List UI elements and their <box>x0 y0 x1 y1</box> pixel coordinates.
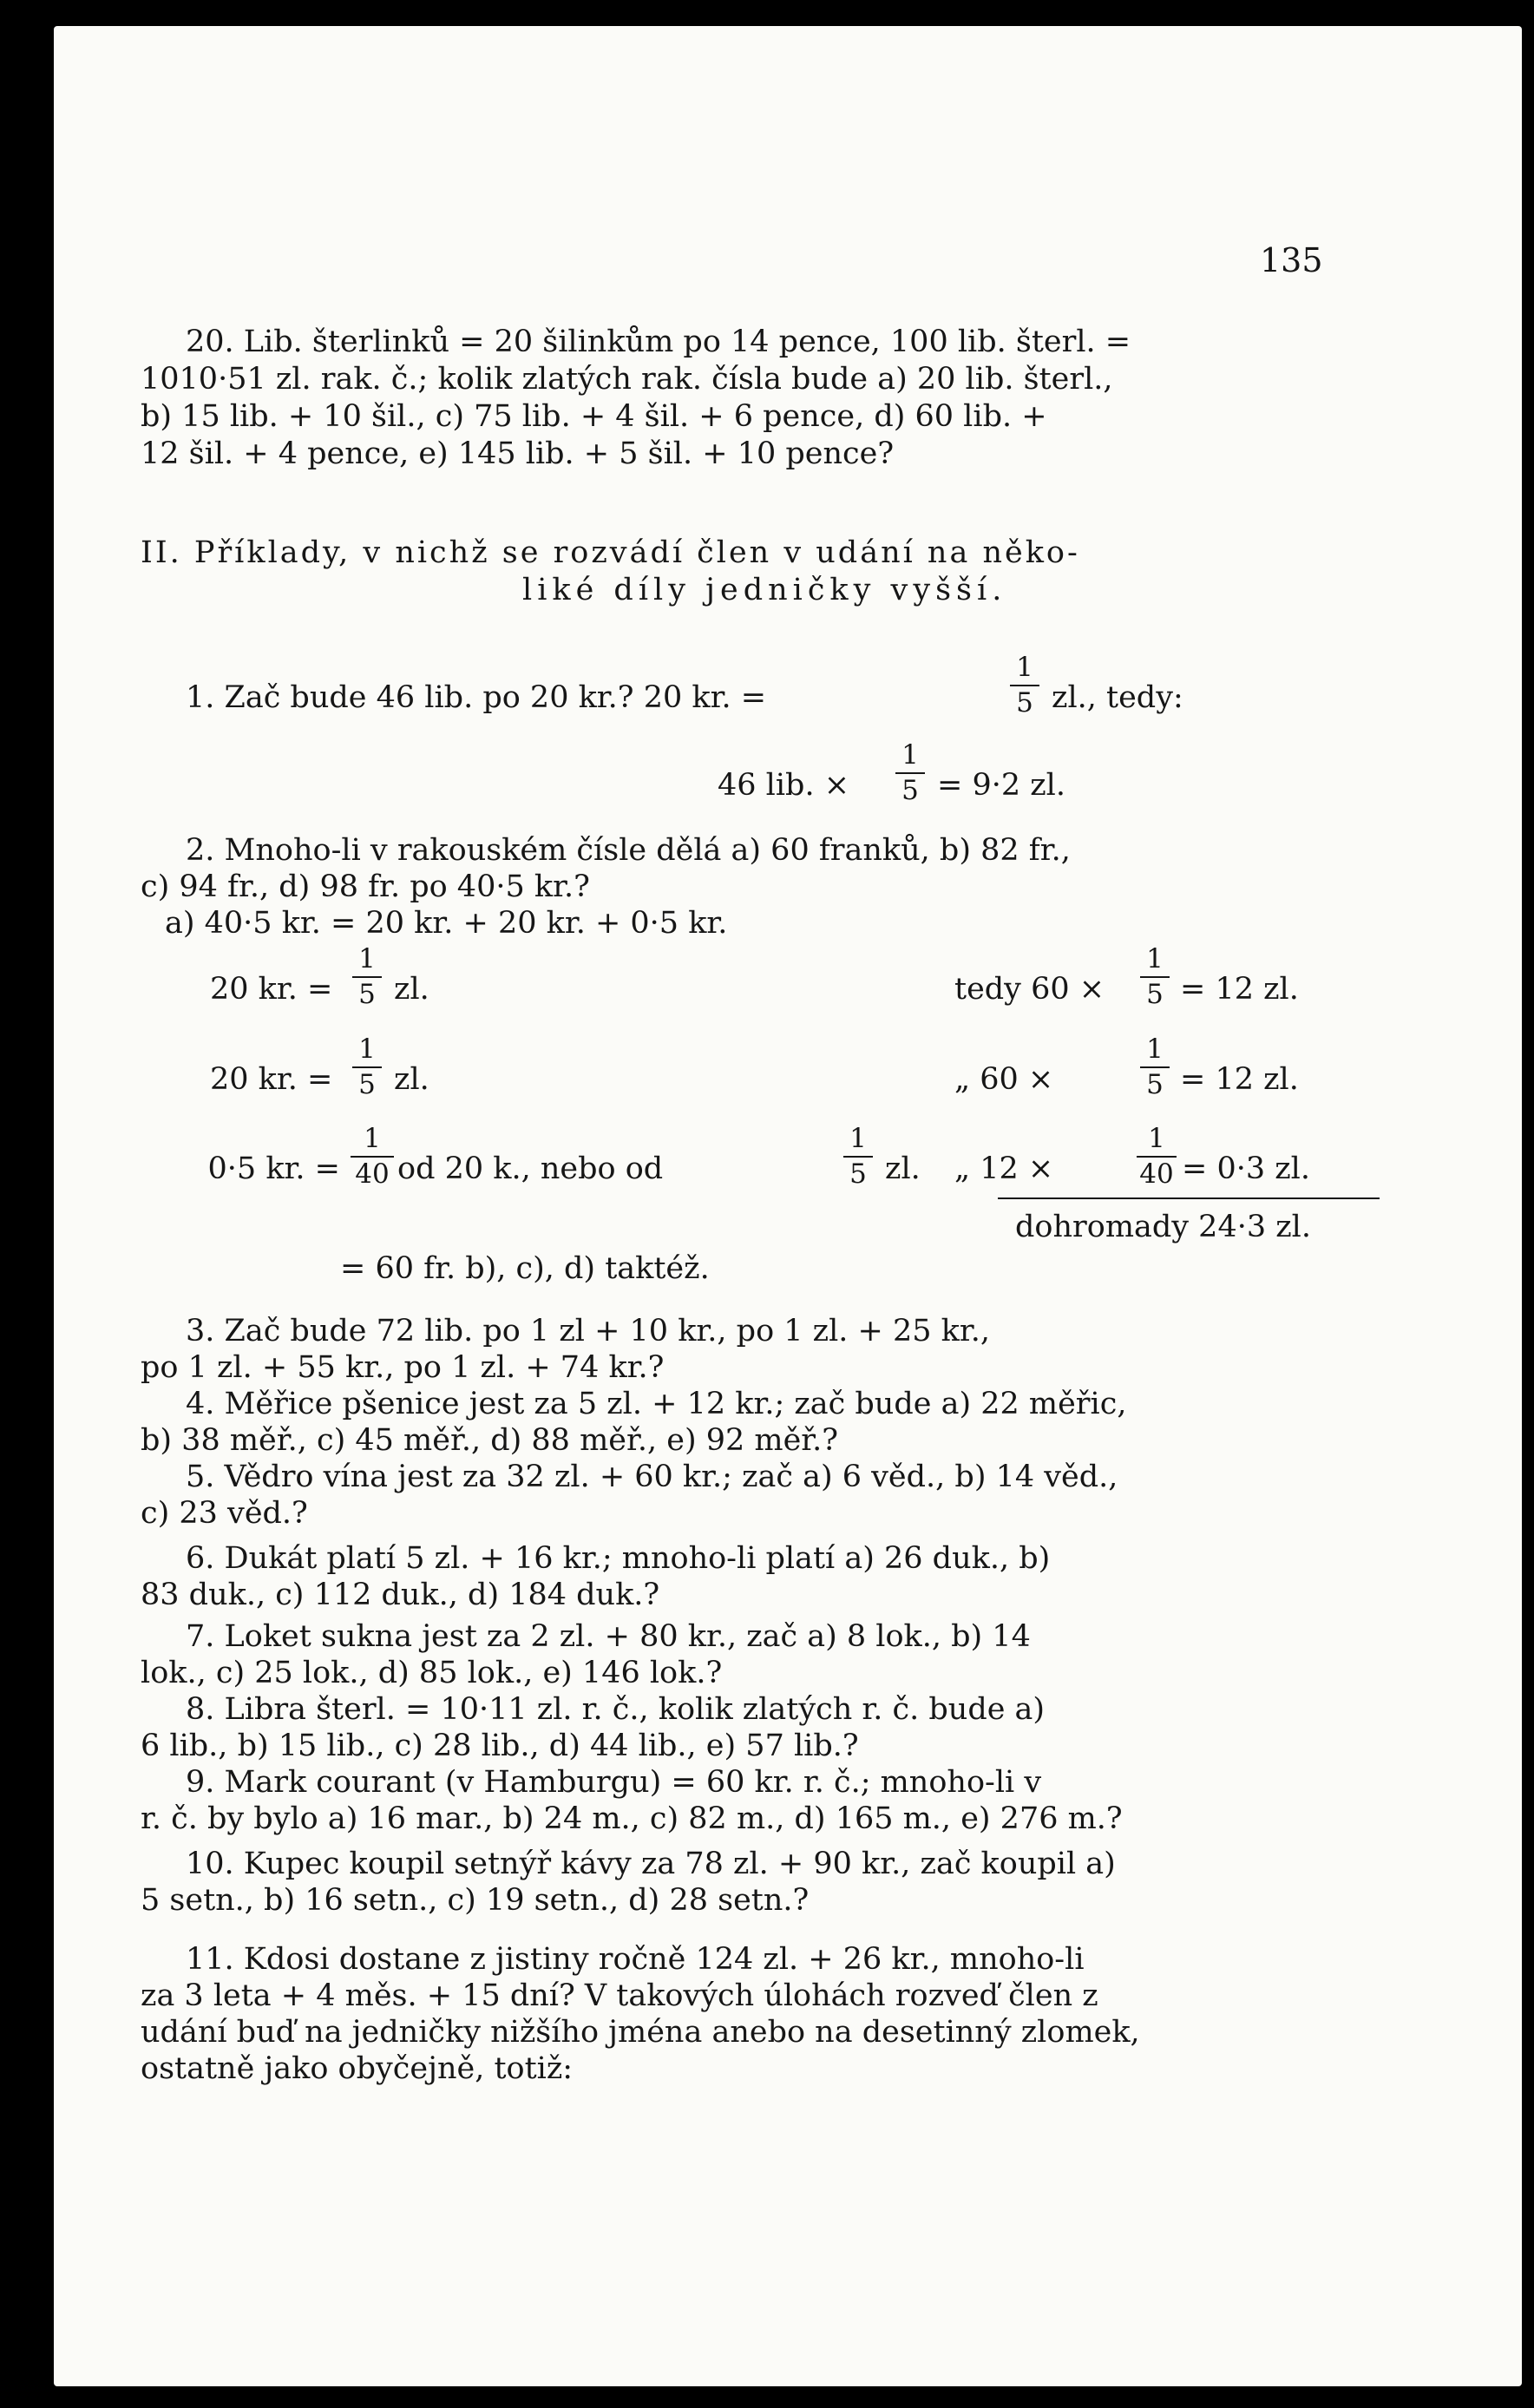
ex1-calc-left: 46 lib. × <box>718 768 850 803</box>
ex6-line2: 83 duk., c) 112 duk., d) 184 duk.? <box>141 1578 660 1612</box>
ex2-row3-right-a: „ 12 × <box>954 1152 1054 1186</box>
ex20-line4: 12 šil. + 4 pence, e) 145 lib. + 5 šil. + 10 pence? <box>141 436 895 471</box>
ex7-line2: lok., c) 25 lok., d) 85 lok., e) 146 lok.? <box>141 1656 723 1690</box>
ex2-row1-right-a: tedy 60 × <box>954 972 1105 1007</box>
ex5-line1: 5. Vědro vína jest za 32 zl. + 60 kr.; zač a) 6 věd., b) 14 věd., <box>186 1460 1118 1494</box>
ex2-row3-fraction-2: 1 5 <box>843 1125 873 1187</box>
ex4-line2: b) 38 měř., c) 45 měř., d) 88 měř., e) 92 měř.? <box>141 1423 839 1458</box>
ex2-row2-right-b: = 12 zl. <box>1180 1062 1299 1097</box>
ex10-line1: 10. Kupec koupil setnýř kávy za 78 zl. + 90 kr., zač koupil a) <box>186 1847 1116 1881</box>
ex2-conclusion: = 60 fr. b), c), d) taktéž. <box>340 1251 710 1286</box>
ex1-fraction-1: 1 5 <box>1010 654 1039 716</box>
sum-rule <box>998 1197 1380 1199</box>
ex2-row1-right-b: = 12 zl. <box>1180 972 1299 1007</box>
ex8-line2: 6 lib., b) 15 lib., c) 28 lib., d) 44 lib., e) 57 lib.? <box>141 1729 859 1763</box>
ex2-line1: 2. Mnoho-li v rakouském čísle dělá a) 60 franků, b) 82 fr., <box>186 833 1071 868</box>
page-number: 135 <box>1260 241 1323 279</box>
ex11-line3: udání buď na jedničky nižšího jména anebo na desetinný zlomek, <box>141 2015 1140 2050</box>
ex11-line4: ostatně jako obyčejně, totiž: <box>141 2051 574 2086</box>
ex3-line1: 3. Zač bude 72 lib. po 1 zl + 10 kr., po 1 zl. + 25 kr., <box>186 1314 991 1348</box>
section-heading-line1: II. Příklady, v nichž se rozvádí člen v udání na něko- <box>141 535 1080 570</box>
ex2-row3-right-fraction: 1 40 <box>1137 1125 1177 1187</box>
ex11-line2: za 3 leta + 4 měs. + 15 dní? V takových úlohách rozveď člen z <box>141 1978 1098 2013</box>
ex2-row2-fraction: 1 5 <box>352 1036 382 1098</box>
ex8-line1: 8. Libra šterl. = 10·11 zl. r. č., kolik zlatých r. č. bude a) <box>186 1692 1046 1727</box>
ex9-line2: r. č. by bylo a) 16 mar., b) 24 m., c) 82 m., d) 165 m., e) 276 m.? <box>141 1801 1123 1836</box>
ex2-row2-unit: zl. <box>394 1062 429 1097</box>
ex6-line1: 6. Dukát platí 5 zl. + 16 kr.; mnoho-li platí a) 26 duk., b) <box>186 1541 1051 1576</box>
ex20-line3: b) 15 lib. + 10 šil., c) 75 lib. + 4 šil. + 6 pence, d) 60 lib. + <box>141 399 1047 434</box>
ex2-row1-unit: zl. <box>394 972 429 1007</box>
ex11-line1: 11. Kdosi dostane z jistiny ročně 124 zl. + 26 kr., mnoho-li <box>186 1942 1085 1977</box>
ex4-line1: 4. Měřice pšenice jest za 5 zl. + 12 kr.; zač bude a) 22 měřic, <box>186 1387 1127 1421</box>
ex2-row3-mid: od 20 k., nebo od <box>397 1152 664 1186</box>
section-heading-line2: liké díly jedničky vyšší. <box>522 573 1007 607</box>
ex2-line3: a) 40·5 kr. = 20 kr. + 20 kr. + 0·5 kr. <box>165 906 728 941</box>
ex1-unit: zl., tedy: <box>1052 680 1183 715</box>
ex2-row3-right-b: = 0·3 zl. <box>1182 1152 1310 1186</box>
ex10-line2: 5 setn., b) 16 setn., c) 19 setn., d) 28 setn.? <box>141 1883 810 1918</box>
ex1-question: 1. Zač bude 46 lib. po 20 kr.? 20 kr. = <box>186 680 767 715</box>
ex1-calc-result: = 9·2 zl. <box>937 768 1065 803</box>
ex9-line1: 9. Mark courant (v Hamburgu) = 60 kr. r. č.; mnoho-li v <box>186 1765 1042 1800</box>
ex2-row3-fraction: 1 40 <box>351 1125 394 1187</box>
ex2-line2: c) 94 fr., d) 98 fr. po 40·5 kr.? <box>141 869 590 904</box>
ex2-row2-right-fraction: 1 5 <box>1140 1036 1170 1098</box>
ex20-line1: 20. Lib. šterlinků = 20 šilinkům po 14 pence, 100 lib. šterl. = <box>186 325 1131 359</box>
ex1-fraction-2: 1 5 <box>895 742 925 804</box>
book-page <box>54 26 1522 2386</box>
ex3-line2: po 1 zl. + 55 kr., po 1 zl. + 74 kr.? <box>141 1350 665 1385</box>
ex7-line1: 7. Loket sukna jest za 2 zl. + 80 kr., zač a) 8 lok., b) 14 <box>186 1619 1031 1654</box>
ex5-line2: c) 23 věd.? <box>141 1496 308 1531</box>
ex2-row2-left: 20 kr. = <box>210 1062 333 1097</box>
ex2-row2-right-a: „ 60 × <box>954 1062 1054 1097</box>
ex2-total: dohromady 24·3 zl. <box>1015 1210 1311 1244</box>
ex20-line2: 1010·51 zl. rak. č.; kolik zlatých rak. čísla bude a) 20 lib. šterl., <box>141 362 1113 397</box>
ex2-row3-unit: zl. <box>885 1152 921 1186</box>
ex2-row1-right-fraction: 1 5 <box>1140 946 1170 1007</box>
ex2-row1-left: 20 kr. = <box>210 972 333 1007</box>
ex2-row1-fraction: 1 5 <box>352 946 382 1007</box>
ex2-row3-left: 0·5 kr. = <box>207 1152 340 1186</box>
